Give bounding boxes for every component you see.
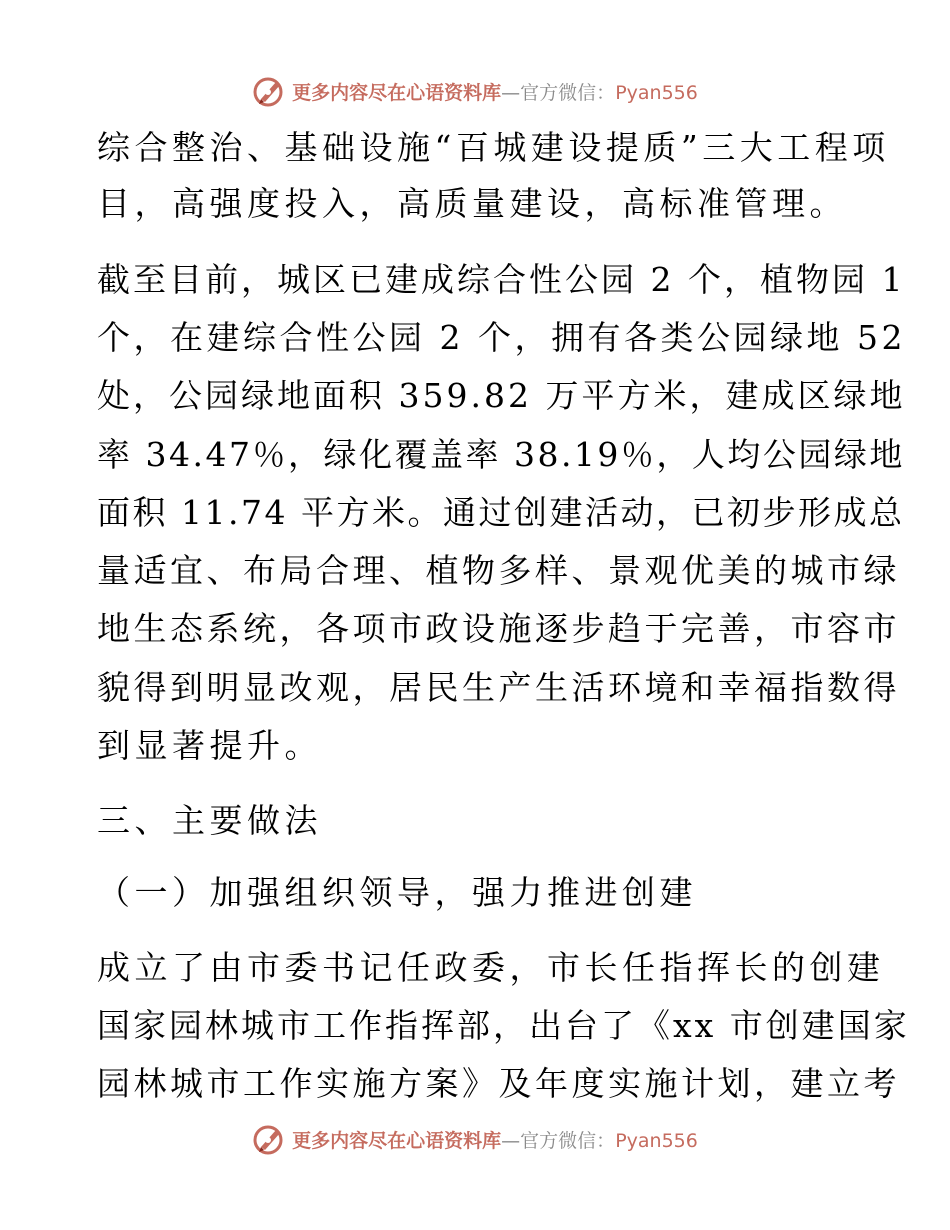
- text-line: 地生态系统，各项市政设施逐步趋于完善，市容市: [97, 609, 900, 648]
- text-line: 到显著提升。: [97, 726, 322, 765]
- text-line: 园林城市工作实施方案》及年度实施计划，建立考: [97, 1064, 900, 1103]
- text-line: 成立了由市委书记任政委，市长任指挥长的创建: [97, 948, 885, 987]
- text-line: 貌得到明显改观，居民生产生活环境和幸福指数得: [97, 668, 900, 707]
- text-line: 率 34.47％，绿化覆盖率 38.19％，人均公园绿地: [97, 435, 905, 474]
- text-line: 综合整治、基础设施“百城建设提质”三大工程项: [97, 128, 890, 167]
- subsection-heading: （一）加强组织领导，强力推进创建: [97, 873, 697, 912]
- watermark-main-text: 更多内容尽在心语资料库: [292, 81, 502, 104]
- watermark-wechat-id: Pyan556: [615, 1129, 698, 1152]
- watermark-wechat-id: Pyan556: [615, 81, 698, 104]
- text-line: 目，高强度投入，高质量建设，高标准管理。: [97, 184, 847, 223]
- footer-watermark: [0, 1119, 950, 1159]
- watermark-dash: —: [501, 1129, 521, 1152]
- watermark-dash: —: [501, 81, 521, 104]
- text-line: 处，公园绿地面积 359.82 万平方米，建成区绿地: [97, 376, 906, 415]
- text-line: 量适宜、布局合理、植物多样、景观优美的城市绿: [97, 551, 900, 590]
- text-line: 截至目前，城区已建成综合性公园 2 个，植物园 1: [97, 260, 906, 299]
- text-line: 个，在建综合性公园 2 个，拥有各类公园绿地 52: [97, 318, 906, 357]
- watermark-wechat-label: 官方微信：: [520, 81, 616, 104]
- text-line: 面积 11.74 平方米。通过创建活动，已初步形成总: [97, 493, 905, 532]
- watermark-main-text: 更多内容尽在心语资料库: [292, 1129, 502, 1152]
- pen-circle-logo-icon: [252, 74, 286, 108]
- watermark-wechat-label: 官方微信：: [520, 1129, 616, 1152]
- text-line: 国家园林城市工作指挥部，出台了《xx 市创建国家: [97, 1006, 910, 1045]
- pen-circle-logo-icon: [252, 1122, 286, 1156]
- section-heading: 三、主要做法: [97, 801, 322, 840]
- header-watermark: [0, 71, 950, 111]
